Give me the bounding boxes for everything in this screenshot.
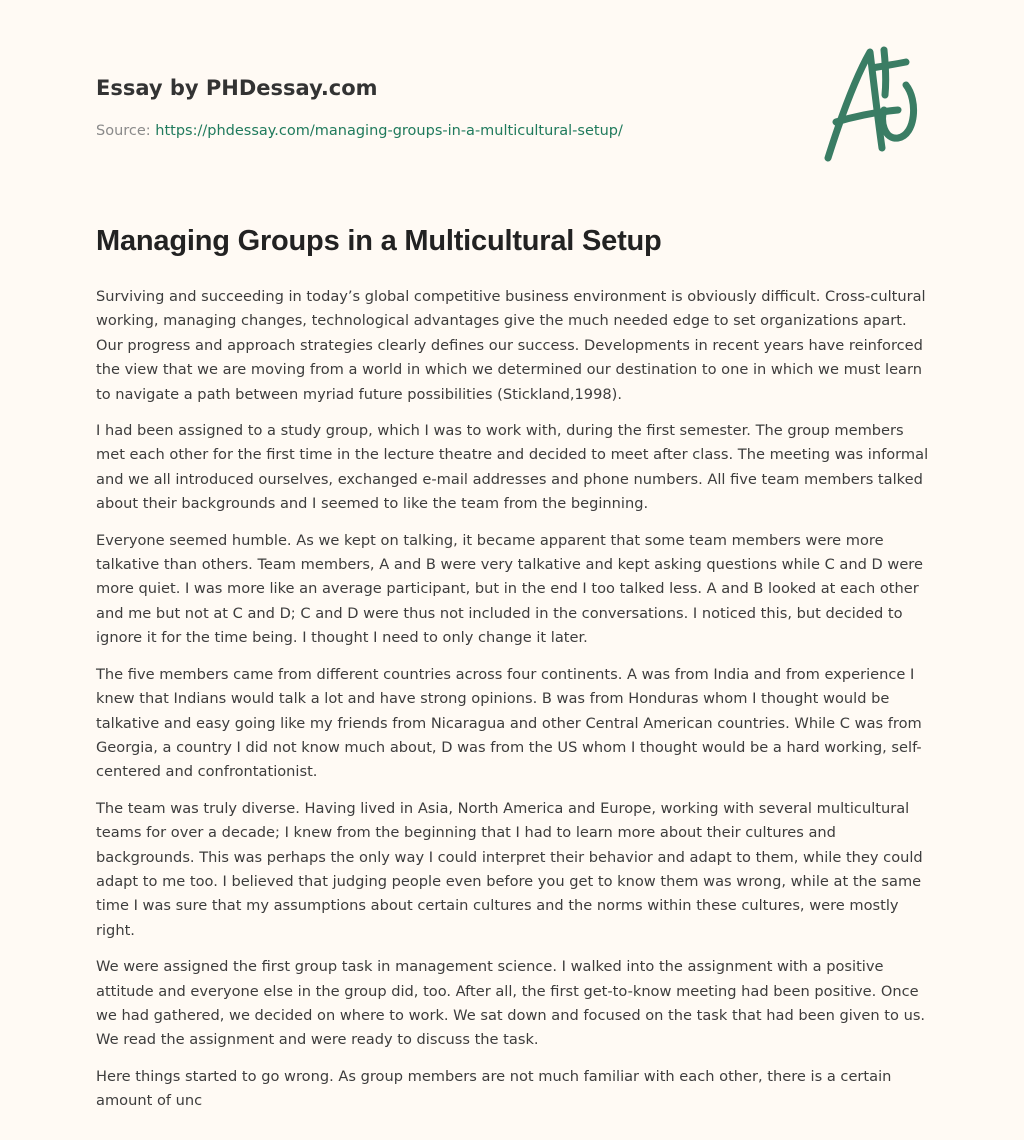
paragraph: The team was truly diverse. Having lived in Asia, North America and Europe, working with several multicultural teams for over a decade; I knew from the beginning that I had to learn more about their cultures and backgrounds. This was perhaps the only way I could interpret their behavior and adapt to them, while they could adapt to me too. I believed that judging people even before you get to know them was wrong, while at the same time I was sure that my assumptions about certain cultures and the norms within these cultures, were mostly right. bbox=[96, 799, 923, 939]
paragraph: Here things started to go wrong. As group members are not much familiar with each other, there is a certain amount of unc bbox=[96, 1067, 892, 1110]
article-title: Managing Groups in a Multicultural Setup bbox=[96, 225, 662, 257]
paragraph: I had been assigned to a study group, which I was to work with, during the first semester. The group members met each other for the first time in the lecture theatre and decided to meet after class. The meeting was informal and we all introduced ourselves, exchanged e-mail addresses and phone numbers. All five team members talked about their backgrounds and I seemed to like the team from the beginning. bbox=[96, 422, 929, 513]
source-link[interactable]: https://phdessay.com/managing-groups-in-a-multicultural-setup/ bbox=[155, 123, 623, 139]
paragraph: The five members came from different countries across four continents. A was from India and from experience I knew that Indians would talk a lot and have strong opinions. B was from Honduras whom I thought would be talkative and easy going like my friends from Nicaragua and other Central American countries. While C was from Georgia, a country I did not know much about, D was from the US whom I thought would be a hard working, self-centered and confrontationist. bbox=[96, 665, 922, 781]
source-label: Source: bbox=[96, 123, 151, 139]
source-line bbox=[96, 123, 623, 139]
brand-title: Essay by PHDessay.com bbox=[96, 76, 378, 100]
paragraph: Surviving and succeeding in today’s global competitive business environment is obviously difficult. Cross-cultural working, managing changes, technological advantages give the much needed edge to set organizations apart. Our progress and approach strategies clearly defines our success. Developments in recent years have reinforced the view that we are moving from a world in which we determined our destination to one in which we must learn to navigate a path between myriad future possibilities (Stickland,1998). bbox=[96, 288, 926, 403]
article-body bbox=[96, 285, 932, 1126]
paragraph: Everyone seemed humble. As we kept on talking, it became apparent that some team members were more talkative than others. Team members, A and B were very talkative and kept asking questions while C and D were more quiet. I was more like an average participant, but in the end I too talked less. A and B looked at each other and me but not at C and D; C and D were thus not included in the conversations. I noticed this, but decided to ignore it for the time being. I thought I need to only change it later. bbox=[96, 531, 923, 647]
paragraph: We were assigned the first group task in management science. I walked into the assignment with a positive attitude and everyone else in the group did, too. After all, the first get-to-know meeting had been positive. Once we had gathered, we decided on where to work. We sat down and focused on the task that had been given to us. We read the assignment and were ready to discuss the task. bbox=[96, 958, 926, 1049]
a-plus-logo-icon bbox=[818, 40, 933, 165]
